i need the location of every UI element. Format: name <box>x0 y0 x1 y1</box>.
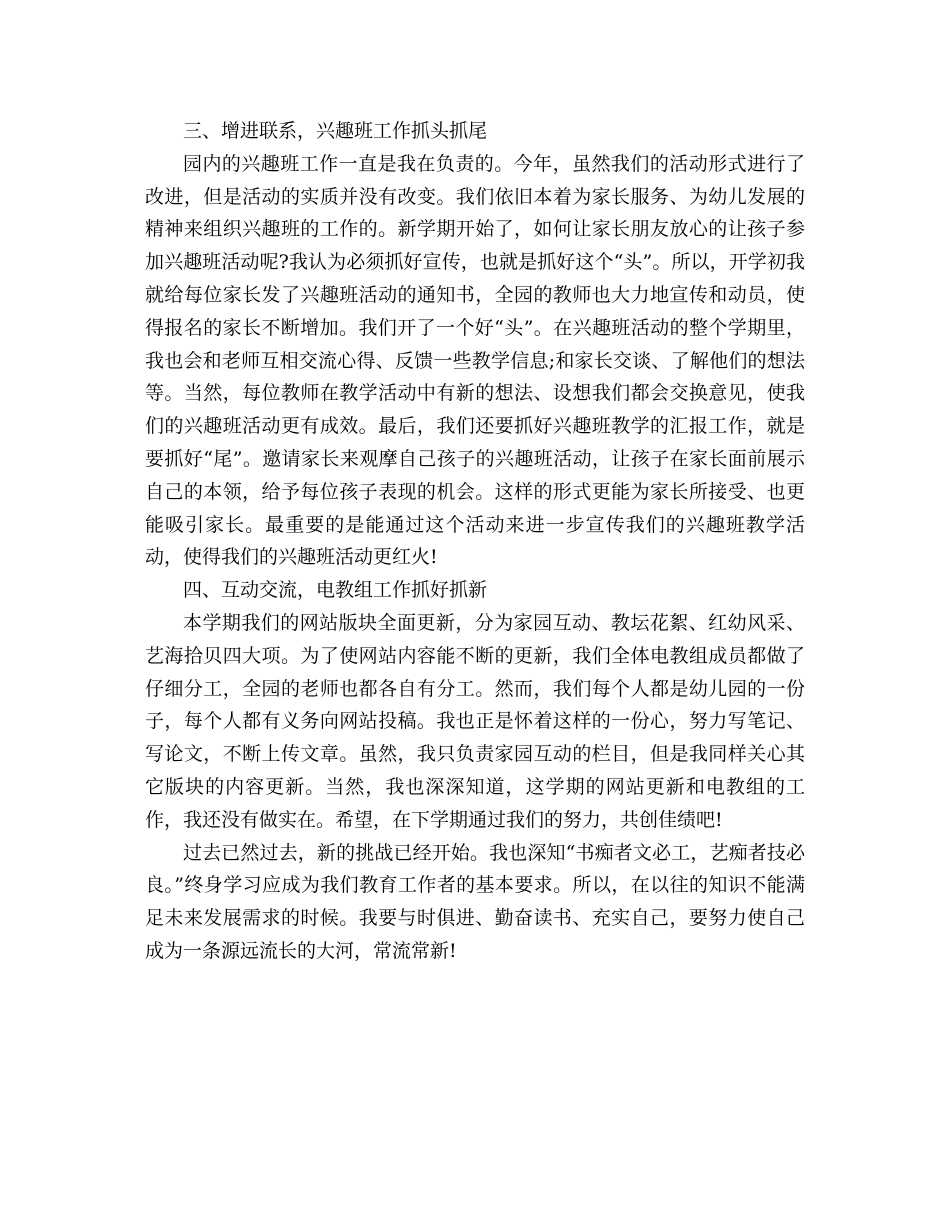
document-page <box>145 115 805 968</box>
section-heading-3: 三、增进联系，兴趣班工作抓头抓尾 <box>183 120 488 142</box>
paragraph-conclusion: 过去已然过去，新的挑战已经开始。我也深知“书痴者文必工，艺痴者技必良。”终身学习应成为我们教育工作者的基本要求。所以，在以往的知识不能满足未来发展需求的时候。我要与时俱进、勤奋读书、充实自己，要努力使自己成为一条源远流长的大河，常流常新! <box>145 841 805 962</box>
paragraph-website: 本学期我们的网站版块全面更新，分为家园互动、教坛花絮、红幼风采、艺海拾贝四大项。为了使网站内容能不断的更新，我们全体电教组成员都做了仔细分工，全园的老师也都各自有分工。然而，我们每个人都是幼儿园的一份子，每个人都有义务向网站投稿。我也正是怀着这样的一份心，努力写笔记、写论文，不断上传文章。虽然，我只负责家园互动的栏目，但是我同样关心其它版块的内容更新。当然，我也深深知道，这学期的网站更新和电教组的工作，我还没有做实在。希望，在下学期通过我们的努力，共创佳绩吧! <box>145 611 805 831</box>
paragraph-interest-class: 园内的兴趣班工作一直是我在负责的。今年，虽然我们的活动形式进行了改进，但是活动的实质并没有改变。我们依旧本着为家长服务、为幼儿发展的精神来组织兴趣班的工作的。新学期开始了，如何让家长朋友放心的让孩子参加兴趣班活动呢?我认为必须抓好宣传，也就是抓好这个“头”。所以，开学初我就给每位家长发了兴趣班活动的通知书，全园的教师也大力地宣传和动员，使得报名的家长不断增加。我们开了一个好“头”。在兴趣班活动的整个学期里，我也会和老师互相交流心得、反馈一些教学信息;和家长交谈、了解他们的想法等。当然，每位教师在教学活动中有新的想法、设想我们都会交换意见，使我们的兴趣班活动更有成效。最后，我们还要抓好兴趣班教学的汇报工作，就是要抓好“尾”。邀请家长来观摩自己孩子的兴趣班活动，让孩子在家长面前展示自己的本领，给予每位孩子表现的机会。这样的形式更能为家长所接受、也更能吸引家长。最重要的是能通过这个活动来进一步宣传我们的兴趣班教学活动，使得我们的兴趣班活动更红火! <box>145 152 805 569</box>
section-heading-4: 四、互动交流，电教组工作抓好抓新 <box>183 579 488 602</box>
